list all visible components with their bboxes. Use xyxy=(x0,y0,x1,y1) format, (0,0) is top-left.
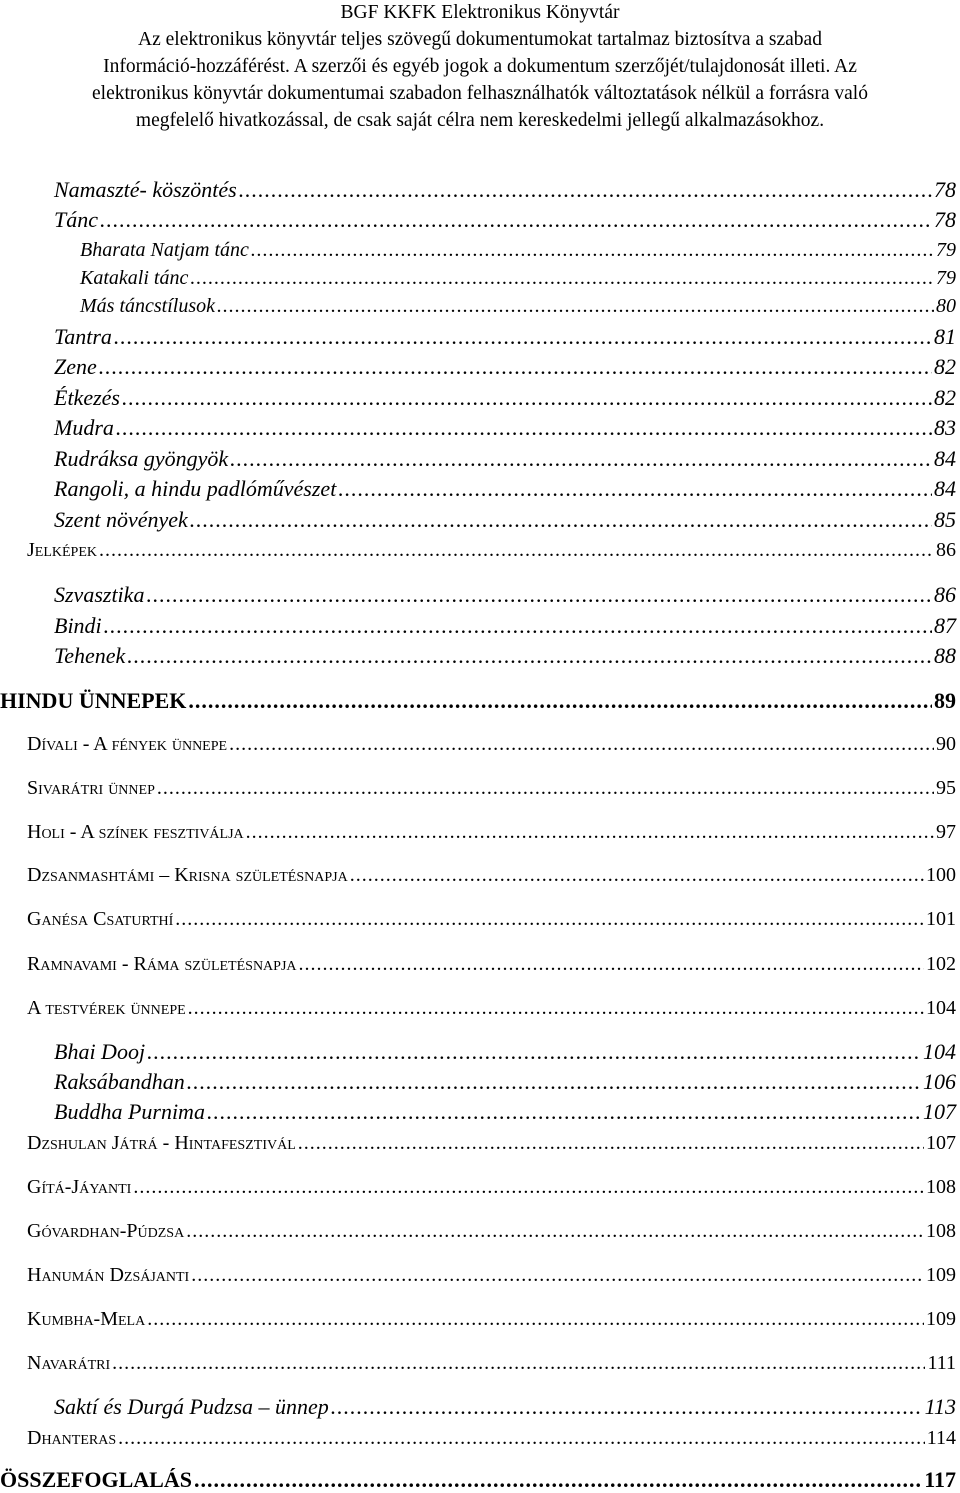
toc-leader xyxy=(146,582,932,608)
toc-entry-page: 82 xyxy=(934,354,956,379)
toc-entry-title: Navarátri xyxy=(27,1352,111,1374)
toc-leader xyxy=(190,507,932,533)
toc-entry-title: Szent növények xyxy=(54,507,188,532)
toc-entry-title: Szvasztika xyxy=(54,582,145,607)
toc-entry-page: 90 xyxy=(936,733,956,755)
toc-leader xyxy=(331,1394,923,1420)
toc-entry[interactable] xyxy=(54,507,956,533)
toc-entry[interactable] xyxy=(80,295,956,318)
toc-entry-page: 104 xyxy=(926,997,956,1019)
toc-leader xyxy=(133,1176,924,1199)
toc-entry-page: 109 xyxy=(926,1264,956,1286)
toc-entry[interactable] xyxy=(54,207,956,233)
toc-entry-page: 108 xyxy=(926,1176,956,1198)
toc-leader xyxy=(298,1132,924,1155)
toc-leader xyxy=(217,295,934,318)
toc-entry[interactable] xyxy=(27,1176,956,1199)
toc-entry-title: Tehenek xyxy=(54,643,126,668)
toc-entry-page: 86 xyxy=(936,539,956,561)
toc-leader xyxy=(188,688,932,714)
header-line: Az elektronikus könyvtár teljes szövegű dokumentumokat tartalmaz biztosítva a szabad xyxy=(138,29,822,50)
toc-entry-page: 101 xyxy=(926,908,956,930)
toc-entry-title: Dívali - A fények ünnepe xyxy=(27,733,228,755)
toc-entry-title: Buddha Purnima xyxy=(54,1099,205,1124)
toc-entry-page: 100 xyxy=(926,864,956,886)
toc-leader xyxy=(147,1308,924,1331)
header-line: elektronikus könyvtár dokumentumai szabadon felhasználhatók változtatások nélkül a forrásra való xyxy=(92,83,868,104)
toc-entry-page: 89 xyxy=(934,688,956,713)
toc-leader xyxy=(187,1069,921,1095)
toc-entry[interactable] xyxy=(54,643,956,669)
toc-entry-title: Tánc xyxy=(54,207,98,232)
toc-entry-page: 104 xyxy=(923,1039,956,1064)
toc-chapter[interactable] xyxy=(0,1467,956,1493)
toc-entry-page: 84 xyxy=(934,476,956,501)
toc-leader xyxy=(175,908,924,931)
toc-entry-page: 78 xyxy=(934,177,956,202)
toc-entry-title: Holi - A színek fesztiválja xyxy=(27,821,244,843)
toc-entry-page: 111 xyxy=(927,1352,956,1374)
toc-leader xyxy=(99,539,934,562)
toc-leader xyxy=(229,733,934,756)
toc-entry-title: Bharata Natjam tánc xyxy=(80,239,249,261)
toc-entry-page: 102 xyxy=(926,953,956,975)
toc-entry-page: 107 xyxy=(926,1132,956,1154)
toc-entry[interactable] xyxy=(27,539,956,562)
toc-entry[interactable] xyxy=(27,1264,956,1287)
toc-leader xyxy=(194,1467,922,1493)
header-line: megfelelő hivatkozással, de csak saját célra nem kereskedelmi jellegű alkalmazásokhoz. xyxy=(135,110,825,131)
toc-entry[interactable] xyxy=(27,908,956,931)
toc-entry[interactable] xyxy=(54,613,956,639)
toc-entry-page: 117 xyxy=(924,1467,956,1492)
toc-entry-page: 114 xyxy=(926,1427,956,1449)
toc-leader xyxy=(114,324,932,350)
toc-entry[interactable] xyxy=(80,239,956,262)
toc-entry-page: 81 xyxy=(934,324,956,349)
toc-chapter[interactable] xyxy=(0,688,956,714)
toc-leader xyxy=(100,207,932,233)
toc-entry-title: Mudra xyxy=(54,415,114,440)
toc-entry[interactable] xyxy=(27,1427,956,1450)
toc-entry[interactable] xyxy=(27,1132,956,1155)
toc-entry-title: Gítá-Jáyanti xyxy=(27,1176,132,1198)
toc-entry-title: Rudráksa gyöngyök xyxy=(54,446,229,471)
toc-leader xyxy=(207,1099,921,1125)
toc-entry-title: Dhanteras xyxy=(27,1427,117,1449)
toc-entry[interactable] xyxy=(54,1039,956,1065)
toc-entry[interactable] xyxy=(54,324,956,350)
toc-entry[interactable] xyxy=(54,177,956,203)
toc-entry-page: 79 xyxy=(936,267,956,289)
toc-entry-title: Katakali tánc xyxy=(80,267,189,289)
toc-leader xyxy=(104,613,932,639)
toc-entry-title: Góvardhan-Púdzsa xyxy=(27,1220,185,1242)
toc-entry-page: 85 xyxy=(934,507,956,532)
toc-entry-title: Kumbha-Mela xyxy=(27,1308,146,1330)
toc-entry[interactable] xyxy=(27,1220,956,1243)
toc-leader xyxy=(157,777,934,800)
toc-leader xyxy=(122,385,932,411)
toc-entry-page: 106 xyxy=(923,1069,956,1094)
toc-entry-title: Étkezés xyxy=(54,385,120,410)
toc-entry-title: HINDU ÜNNEPEK xyxy=(0,688,187,713)
toc-entry-title: Dzshulan Játrá - Hintafesztivál xyxy=(27,1132,296,1154)
toc-entry[interactable] xyxy=(54,1069,956,1095)
toc-entry-title: Tantra xyxy=(54,324,112,349)
toc-entry-page: 86 xyxy=(934,582,956,607)
toc-leader xyxy=(99,354,932,380)
toc-entry-page: 107 xyxy=(923,1099,956,1124)
toc-entry-page: 83 xyxy=(934,415,956,440)
toc-entry-title: Más táncstílusok xyxy=(80,295,215,317)
toc-entry[interactable] xyxy=(27,777,956,800)
toc-entry-page: 113 xyxy=(924,1394,956,1419)
toc-entry[interactable] xyxy=(27,821,956,844)
toc-entry-title: ÖSSZEFOGLALÁS xyxy=(0,1467,192,1492)
toc-entry-title: Dzsanmashtámi – Krisna születésnapja xyxy=(27,864,348,886)
toc-entry-page: 84 xyxy=(934,446,956,471)
toc-entry-page: 87 xyxy=(934,613,956,638)
toc-entry[interactable] xyxy=(54,476,956,502)
toc-entry-page: 97 xyxy=(936,821,956,843)
toc-entry-title: Saktí és Durgá Pudzsa – ünnep xyxy=(54,1394,329,1419)
toc-entry-title: Rangoli, a hindu padlóművészet xyxy=(54,476,337,501)
toc-leader xyxy=(299,953,924,976)
toc-leader xyxy=(191,1264,924,1287)
toc-leader xyxy=(230,446,932,472)
toc-entry[interactable] xyxy=(54,446,956,472)
toc-leader xyxy=(190,267,934,290)
header-line: Információ-hozzáférést. A szerzői és egyéb jogok a dokumentum szerzőjét/tulajdonosát illeti. Az xyxy=(103,56,857,77)
toc-entry-title: Bhai Dooj xyxy=(54,1039,146,1064)
toc-entry-title: Namaszté- köszöntés xyxy=(54,177,237,202)
toc-leader xyxy=(188,997,924,1020)
toc-entry[interactable] xyxy=(80,267,956,290)
toc-entry[interactable] xyxy=(27,733,956,756)
toc-entry-title: Hanumán Dzsájanti xyxy=(27,1264,190,1286)
toc-entry[interactable] xyxy=(27,1308,956,1331)
toc-entry[interactable] xyxy=(27,953,956,976)
toc-leader xyxy=(147,1039,921,1065)
toc-entry-page: 78 xyxy=(934,207,956,232)
toc-leader xyxy=(116,415,932,441)
toc-leader xyxy=(246,821,934,844)
toc-entry[interactable] xyxy=(54,385,956,411)
toc-leader xyxy=(239,177,932,203)
toc-entry-page: 88 xyxy=(934,643,956,668)
toc-entry[interactable] xyxy=(27,864,956,887)
toc-entry[interactable] xyxy=(54,1394,956,1420)
toc-leader xyxy=(350,864,924,887)
toc-entry-title: Sivarátri ünnep xyxy=(27,777,155,799)
toc-entry[interactable] xyxy=(54,582,956,608)
toc-entry-page: 79 xyxy=(936,239,956,261)
toc-entry[interactable] xyxy=(54,354,956,380)
toc-leader xyxy=(338,476,932,502)
toc-entry-page: 82 xyxy=(934,385,956,410)
toc-entry-title: Ganésa Csaturthí xyxy=(27,908,174,930)
toc-entry[interactable] xyxy=(54,1099,956,1125)
toc-leader xyxy=(112,1352,925,1375)
library-header xyxy=(0,0,960,134)
toc-leader xyxy=(251,239,934,262)
toc-entry-title: Raksábandhan xyxy=(54,1069,185,1094)
toc-entry[interactable] xyxy=(27,1352,956,1375)
toc-entry-title: Ramnavami - Ráma születésnapja xyxy=(27,953,297,975)
toc-entry[interactable] xyxy=(54,415,956,441)
toc-entry[interactable] xyxy=(27,997,956,1020)
toc-leader xyxy=(118,1427,925,1450)
toc-entry-title: Jelképek xyxy=(27,539,97,561)
toc-entry-page: 109 xyxy=(926,1308,956,1330)
toc-entry-page: 108 xyxy=(926,1220,956,1242)
toc-entry-title: A testvérek ünnepe xyxy=(27,997,186,1019)
toc-entry-title: Zene xyxy=(54,354,97,379)
toc-entry-title: Bindi xyxy=(54,613,102,638)
toc-entry-page: 95 xyxy=(936,777,956,799)
header-line: BGF KKFK Elektronikus Könyvtár xyxy=(340,2,620,23)
toc-leader xyxy=(186,1220,924,1243)
toc-entry-page: 80 xyxy=(936,295,956,317)
toc-leader xyxy=(127,643,932,669)
